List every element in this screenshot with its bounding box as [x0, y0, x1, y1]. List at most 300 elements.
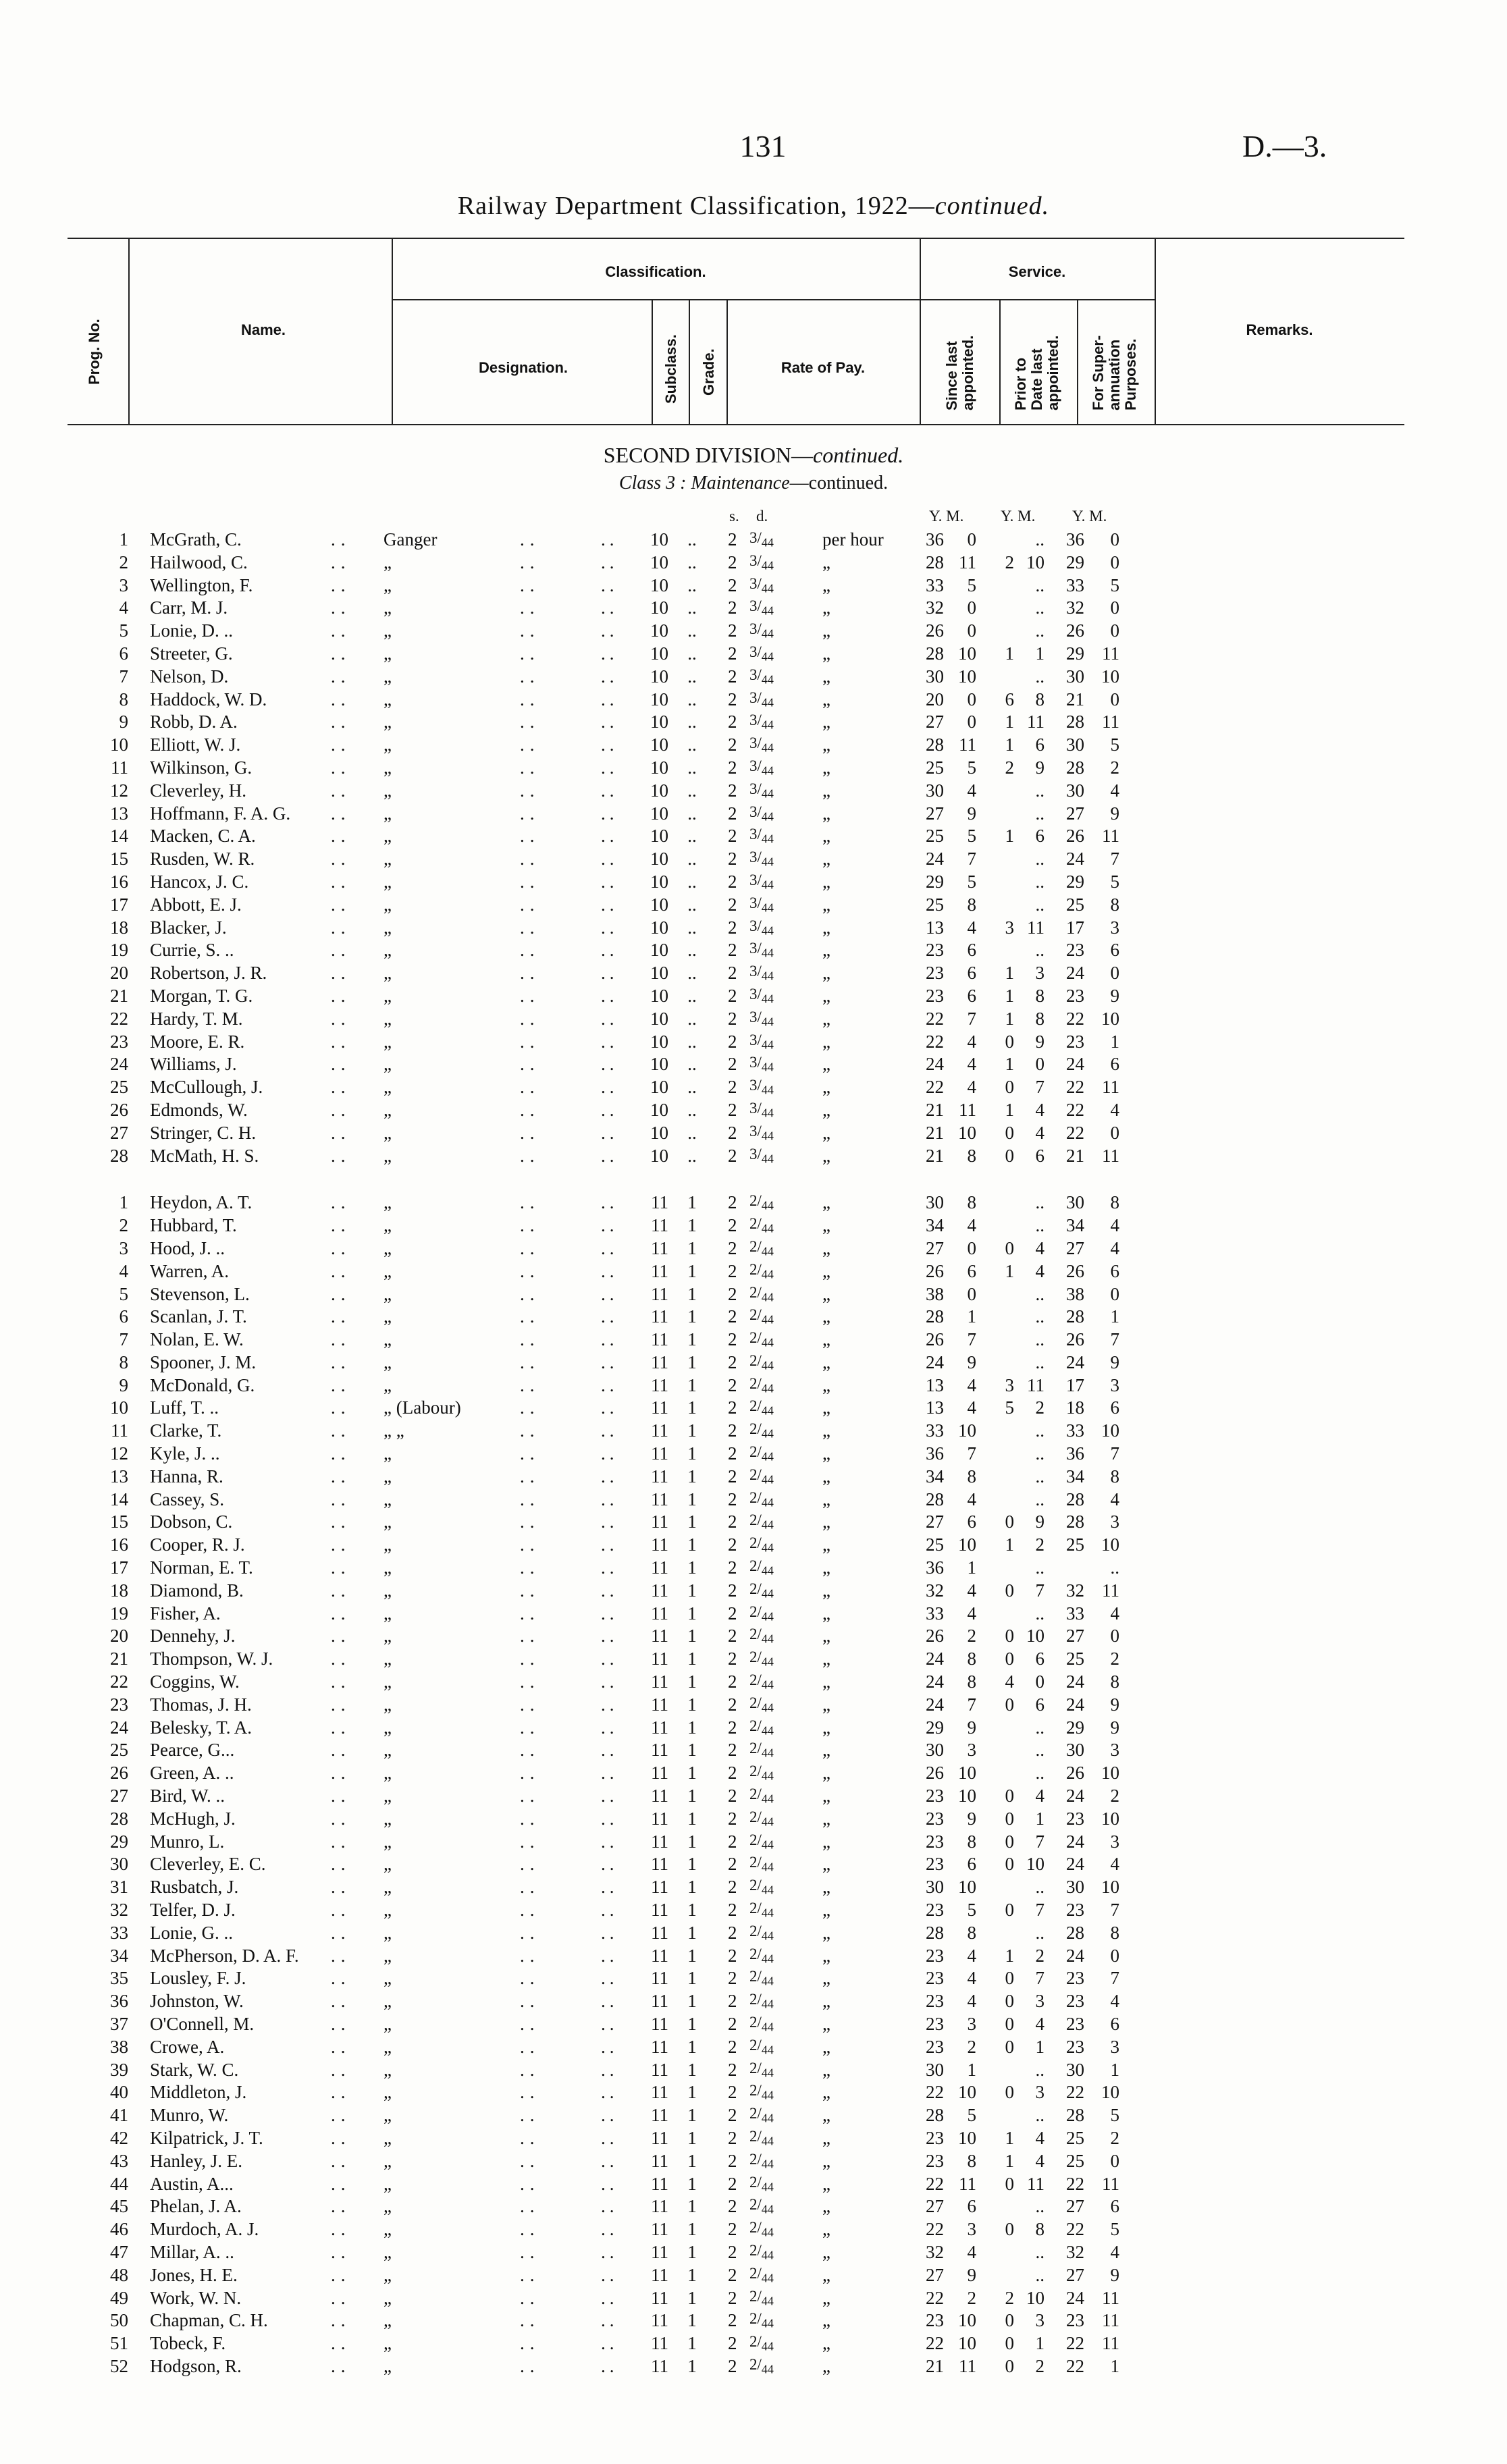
pence-denominator: 44 — [761, 1312, 774, 1327]
leader-dots: .. — [601, 1877, 618, 1898]
pence-denominator: 44 — [761, 1746, 774, 1761]
grade: .. — [687, 780, 697, 801]
pence-denominator: 44 — [761, 1655, 774, 1669]
prog-no: 4 — [119, 597, 128, 618]
grade: 1 — [687, 1808, 697, 1829]
rate-shillings: 2 — [728, 1671, 737, 1692]
leader-dots: .. — [601, 940, 618, 961]
prior-months: 3 — [1035, 963, 1045, 984]
designation: „ — [384, 2264, 392, 2285]
leader-dots: .. — [520, 2036, 540, 2057]
rate-shillings: 2 — [728, 1099, 737, 1120]
pence-numerator: 2 — [749, 1808, 758, 1825]
rate-period: „ — [822, 1283, 830, 1304]
prog-no: 27 — [110, 1122, 128, 1143]
employee-name: Robertson, J. R. — [150, 963, 267, 984]
rate-shillings: 2 — [728, 1580, 737, 1601]
table-row — [0, 984, 1507, 1007]
grade: .. — [687, 757, 697, 778]
since-months: 10 — [958, 1420, 976, 1441]
since-years: 36 — [926, 1557, 944, 1578]
prior-months: 9 — [1035, 1031, 1045, 1052]
header-classification: Classification. — [605, 263, 706, 280]
super-years: 23 — [1066, 2036, 1084, 2057]
leader-dots: .. — [520, 2105, 540, 2126]
pence-numerator: 2 — [749, 1603, 758, 1620]
leader-dots: .. — [601, 1306, 618, 1327]
rate-pence-fraction: $2/_{44}$ — [749, 1603, 774, 1624]
prog-no: 22 — [110, 1008, 128, 1029]
since-months: 10 — [958, 1786, 976, 1806]
rate-shillings: 2 — [728, 1145, 737, 1166]
leader-dots: .. — [601, 529, 618, 550]
leader-dots: .. — [520, 917, 540, 938]
designation: „ — [384, 1900, 392, 1921]
prior-months: .. — [1035, 529, 1045, 550]
super-months: 8 — [1110, 1922, 1119, 1943]
super-years: 24 — [1066, 1671, 1084, 1692]
subclass: 10 — [650, 826, 668, 847]
subclass: 11 — [651, 1260, 668, 1281]
super-years: 28 — [1066, 2105, 1084, 2126]
leader-dots: .. — [331, 1306, 351, 1327]
subclass: 10 — [650, 1145, 668, 1166]
leader-dots: .. — [601, 1329, 618, 1350]
since-years: 24 — [926, 849, 944, 869]
leader-dots: .. — [601, 689, 618, 709]
leader-dots: .. — [331, 574, 351, 595]
leader-dots: .. — [520, 1374, 540, 1395]
pence-denominator: 44 — [761, 1860, 774, 1875]
page-number: 131 — [739, 129, 787, 163]
employee-name: Hancox, J. C. — [150, 871, 249, 892]
table-row — [0, 1374, 1507, 1397]
rate-shillings: 2 — [728, 666, 737, 687]
grade: .. — [687, 1099, 697, 1120]
employee-name: Austin, A... — [150, 2173, 234, 2194]
pence-numerator: 2 — [749, 1192, 758, 1210]
table-row — [0, 1396, 1507, 1419]
prior-months: .. — [1035, 780, 1045, 801]
super-months: 10 — [1101, 1420, 1119, 1441]
prior-months: .. — [1035, 1283, 1045, 1304]
rate-shillings: 2 — [728, 734, 737, 755]
leader-dots: .. — [331, 2127, 351, 2148]
super-years: 27 — [1066, 803, 1084, 824]
subclass: 11 — [651, 2287, 668, 2308]
pence-denominator: 44 — [761, 1792, 774, 1806]
designation: „ — [384, 2355, 392, 2376]
rate-pence-fraction: $3/_{44}$ — [749, 963, 774, 983]
table-row — [0, 2286, 1507, 2309]
leader-dots: .. — [520, 1054, 540, 1075]
table-row — [0, 1761, 1507, 1784]
table-row — [0, 2172, 1507, 2195]
prog-no: 34 — [110, 1945, 128, 1966]
leader-dots: .. — [601, 2014, 618, 2034]
prior-months: 7 — [1035, 1831, 1045, 1852]
leader-dots: .. — [520, 597, 540, 618]
since-months: 0 — [967, 597, 976, 618]
prog-no: 1 — [119, 529, 128, 550]
pence-denominator: 44 — [761, 1700, 774, 1715]
rate-pence-fraction: $2/_{44}$ — [749, 2127, 774, 2148]
super-years: 23 — [1066, 1031, 1084, 1052]
pence-denominator: 44 — [761, 1083, 774, 1097]
since-months: 4 — [967, 1215, 976, 1236]
pence-denominator: 44 — [761, 649, 774, 664]
leader-dots: .. — [601, 803, 618, 824]
super-months: 1 — [1110, 1031, 1119, 1052]
leader-dots: .. — [520, 689, 540, 709]
employee-name: Lonie, D. .. — [150, 620, 233, 641]
since-months: 0 — [967, 620, 976, 641]
prior-months: 6 — [1035, 734, 1045, 755]
employee-name: Streeter, G. — [150, 643, 233, 664]
rate-shillings: 2 — [728, 1694, 737, 1715]
prior-months: .. — [1035, 1557, 1045, 1578]
prior-years: 1 — [1005, 1260, 1014, 1281]
rate-shillings: 2 — [728, 2241, 737, 2262]
rate-pence-fraction: $2/_{44}$ — [749, 2355, 774, 2376]
super-months: 3 — [1110, 917, 1119, 938]
grade: 1 — [687, 1649, 697, 1669]
leader-dots: .. — [331, 963, 351, 984]
rate-shillings: 2 — [728, 780, 737, 801]
since-months: 6 — [967, 940, 976, 961]
subclass: 11 — [651, 2241, 668, 2262]
pence-denominator: 44 — [761, 2180, 774, 2194]
leader-dots: .. — [331, 1945, 351, 1966]
super-years: 17 — [1066, 1374, 1084, 1395]
leader-dots: .. — [331, 1900, 351, 1921]
rate-period: „ — [822, 1466, 830, 1487]
prog-no: 44 — [110, 2173, 128, 2194]
prior-months: 10 — [1026, 1854, 1045, 1875]
leader-dots: .. — [331, 2355, 351, 2376]
leader-dots: .. — [331, 1808, 351, 1829]
prog-no: 3 — [119, 574, 128, 595]
rate-pence-fraction: $2/_{44}$ — [749, 2287, 774, 2308]
pence-denominator: 44 — [761, 2020, 774, 2034]
prog-no: 7 — [119, 1329, 128, 1350]
super-months: 3 — [1110, 1374, 1119, 1395]
leader-dots: .. — [520, 1786, 540, 1806]
pence-denominator: 44 — [761, 535, 774, 550]
leader-dots: .. — [520, 1626, 540, 1646]
pence-denominator: 44 — [761, 1015, 774, 1029]
since-months: 10 — [958, 1763, 976, 1784]
prior-years: 1 — [1005, 1945, 1014, 1966]
prior-months: 6 — [1035, 1694, 1045, 1715]
rate-shillings: 2 — [728, 940, 737, 961]
super-years: 26 — [1066, 1763, 1084, 1784]
grade: 1 — [687, 1374, 697, 1395]
employee-name: McHugh, J. — [150, 1808, 236, 1829]
prior-months: 10 — [1026, 1626, 1045, 1646]
prior-years: 1 — [1005, 985, 1014, 1006]
since-years: 23 — [926, 1991, 944, 2012]
prior-years: 0 — [1005, 2355, 1014, 2376]
rate-period: „ — [822, 1580, 830, 1601]
prior-months: 11 — [1027, 712, 1045, 732]
super-years: 24 — [1066, 1351, 1084, 1372]
designation: „ (Labour) — [384, 1397, 461, 1418]
header-remarks: Remarks. — [1246, 321, 1313, 338]
rate-shillings: 2 — [728, 1192, 737, 1213]
prior-months: .. — [1035, 1466, 1045, 1487]
since-months: 10 — [958, 2310, 976, 2331]
employee-name: Tobeck, F. — [150, 2333, 226, 2354]
since-months: 0 — [967, 529, 976, 550]
prog-no: 24 — [110, 1717, 128, 1738]
prior-months: .. — [1035, 2105, 1045, 2126]
prior-years: 0 — [1005, 1122, 1014, 1143]
designation: „ — [384, 849, 392, 869]
pence-numerator: 2 — [749, 1991, 758, 2008]
designation: „ — [384, 1763, 392, 1784]
table-row — [0, 1191, 1507, 1214]
subclass: 11 — [651, 1786, 668, 1806]
rate-pence-fraction: $2/_{44}$ — [749, 1649, 774, 1669]
pence-denominator: 44 — [761, 2088, 774, 2102]
rate-period: „ — [822, 1397, 830, 1418]
employee-name: Cooper, R. J. — [150, 1534, 245, 1555]
rate-shillings: 2 — [728, 1489, 737, 1509]
employee-name: Heydon, A. T. — [150, 1192, 253, 1213]
pence-denominator: 44 — [761, 1472, 774, 1487]
super-months: 8 — [1110, 1192, 1119, 1213]
prior-years: 0 — [1005, 2310, 1014, 2331]
super-months: 3 — [1110, 1831, 1119, 1852]
leader-dots: .. — [601, 2333, 618, 2354]
pence-denominator: 44 — [761, 1975, 774, 1988]
rate-shillings: 2 — [728, 1603, 737, 1624]
rate-period: „ — [822, 1900, 830, 1921]
unit-pence: d. — [756, 508, 768, 525]
prog-no: 19 — [110, 1603, 128, 1624]
rate-shillings: 2 — [728, 1215, 737, 1236]
pence-denominator: 44 — [761, 2225, 774, 2239]
rate-period: „ — [822, 2014, 830, 2034]
super-years: 33 — [1066, 1420, 1084, 1441]
rate-period: „ — [822, 620, 830, 641]
super-years: 30 — [1066, 734, 1084, 755]
designation: „ „ — [384, 1420, 404, 1441]
prog-no: 36 — [110, 1991, 128, 2012]
table-row — [0, 528, 1507, 551]
pence-numerator: 3 — [749, 552, 758, 569]
since-years: 27 — [926, 1511, 944, 1532]
leader-dots: .. — [520, 1511, 540, 1532]
prog-no: 2 — [119, 552, 128, 572]
since-months: 8 — [967, 1466, 976, 1487]
leader-dots: .. — [520, 1991, 540, 2012]
table-row — [0, 1944, 1507, 1967]
super-years: 23 — [1066, 1991, 1084, 2012]
leader-dots: .. — [601, 1351, 618, 1372]
leader-dots: .. — [601, 1671, 618, 1692]
since-years: 36 — [926, 529, 944, 550]
rate-shillings: 2 — [728, 2150, 737, 2171]
table-row — [0, 710, 1507, 733]
rate-shillings: 2 — [728, 1031, 737, 1052]
super-years: 28 — [1066, 757, 1084, 778]
leader-dots: .. — [520, 1237, 540, 1258]
subclass: 10 — [650, 871, 668, 892]
super-months: 8 — [1110, 1466, 1119, 1487]
super-years: 23 — [1066, 985, 1084, 1006]
super-years: 25 — [1066, 894, 1084, 915]
rate-shillings: 2 — [728, 1877, 737, 1898]
leader-dots: .. — [601, 1215, 618, 1236]
leader-dots: .. — [520, 1854, 540, 1875]
pence-denominator: 44 — [761, 741, 774, 755]
table-row — [0, 642, 1507, 665]
table-row — [0, 1966, 1507, 1989]
since-years: 22 — [926, 2173, 944, 2194]
table-row — [0, 1510, 1507, 1533]
rate-shillings: 2 — [728, 1922, 737, 1943]
designation: „ — [384, 1740, 392, 1761]
subclass: 11 — [651, 1763, 668, 1784]
prior-months: 6 — [1035, 1145, 1045, 1166]
super-months: 0 — [1110, 1626, 1119, 1646]
table-row — [0, 756, 1507, 779]
prior-years: 0 — [1005, 2173, 1014, 2194]
since-years: 25 — [926, 826, 944, 847]
prior-months: 2 — [1035, 1945, 1045, 1966]
since-months: 8 — [967, 1922, 976, 1943]
since-years: 26 — [926, 1329, 944, 1350]
rate-pence-fraction: $2/_{44}$ — [749, 1808, 774, 1829]
rate-shillings: 2 — [728, 2219, 737, 2240]
super-months: 4 — [1110, 1237, 1119, 1258]
pence-numerator: 3 — [749, 1054, 758, 1071]
employee-name: Blacker, J. — [150, 917, 227, 938]
rate-pence-fraction: $2/_{44}$ — [749, 1854, 774, 1875]
leader-dots: .. — [520, 1694, 540, 1715]
subclass: 11 — [651, 2059, 668, 2080]
pence-numerator: 2 — [749, 2355, 758, 2373]
since-months: 4 — [967, 917, 976, 938]
employee-name: Chapman, C. H. — [150, 2310, 268, 2331]
leader-dots: .. — [331, 1122, 351, 1143]
rate-shillings: 2 — [728, 1511, 737, 1532]
since-years: 23 — [926, 2036, 944, 2057]
rate-period: „ — [822, 1740, 830, 1761]
leader-dots: .. — [601, 1740, 618, 1761]
super-months: 7 — [1110, 1968, 1119, 1989]
prior-years: 1 — [1005, 712, 1014, 732]
prior-months: 4 — [1035, 1122, 1045, 1143]
leader-dots: .. — [520, 1763, 540, 1784]
pence-numerator: 2 — [749, 1443, 758, 1461]
class-label: Class 3 : — [618, 473, 687, 493]
pence-denominator: 44 — [761, 1586, 774, 1601]
since-months: 4 — [967, 780, 976, 801]
prior-years: 3 — [1005, 1374, 1014, 1395]
leader-dots: .. — [601, 1580, 618, 1601]
subclass: 10 — [650, 597, 668, 618]
prior-years: 0 — [1005, 1077, 1014, 1098]
employee-name: Coggins, W. — [150, 1671, 240, 1692]
designation: „ — [384, 1008, 392, 1029]
subclass: 10 — [650, 689, 668, 709]
prog-no: 46 — [110, 2219, 128, 2240]
grade: 1 — [687, 1443, 697, 1464]
prior-months: 7 — [1035, 1580, 1045, 1601]
pence-numerator: 2 — [749, 1831, 758, 1848]
prior-years: 1 — [1005, 734, 1014, 755]
rate-shillings: 2 — [728, 529, 737, 550]
grade: 1 — [687, 1740, 697, 1761]
classification-service-rule — [392, 299, 1155, 300]
since-months: 4 — [967, 1991, 976, 2012]
since-months: 7 — [967, 1008, 976, 1029]
rate-period: „ — [822, 712, 830, 732]
since-months: 4 — [967, 1968, 976, 1989]
table-row — [0, 1260, 1507, 1283]
employee-name: Dennehy, J. — [150, 1626, 236, 1646]
class-title — [0, 473, 1507, 494]
pence-numerator: 2 — [749, 1786, 758, 1803]
rate-shillings: 2 — [728, 2310, 737, 2331]
pence-denominator: 44 — [761, 2111, 774, 2125]
designation: „ — [384, 2036, 392, 2057]
employee-name: Currie, S. .. — [150, 940, 234, 961]
super-months: 9 — [1110, 1351, 1119, 1372]
rate-pence-fraction: $2/_{44}$ — [749, 1260, 774, 1281]
prog-no: 11 — [111, 757, 128, 778]
subclass: 11 — [651, 1557, 668, 1578]
leader-dots: .. — [601, 1763, 618, 1784]
pence-denominator: 44 — [761, 1152, 774, 1166]
pence-denominator: 44 — [761, 1563, 774, 1578]
pence-numerator: 2 — [749, 2287, 758, 2305]
leader-dots: .. — [520, 2150, 540, 2171]
grade: 1 — [687, 1283, 697, 1304]
since-years: 28 — [926, 643, 944, 664]
since-years: 20 — [926, 689, 944, 709]
table-row — [0, 2355, 1507, 2378]
rate-period: „ — [822, 2333, 830, 2354]
designation: „ — [384, 1099, 392, 1120]
since-years: 22 — [926, 1008, 944, 1029]
leader-dots: .. — [331, 1329, 351, 1350]
rate-pence-fraction: $2/_{44}$ — [749, 1900, 774, 1920]
super-years: 17 — [1066, 917, 1084, 938]
grade: 1 — [687, 2241, 697, 2262]
grade: .. — [687, 1077, 697, 1098]
leader-dots: .. — [601, 894, 618, 915]
table-row — [0, 1305, 1507, 1328]
rate-shillings: 2 — [728, 1854, 737, 1875]
employee-name: Kilpatrick, J. T. — [150, 2127, 263, 2148]
leader-dots: .. — [520, 1945, 540, 1966]
pence-numerator: 2 — [749, 1763, 758, 1780]
table-row — [0, 1465, 1507, 1488]
leader-dots: .. — [601, 2059, 618, 2080]
employee-name: Belesky, T. A. — [150, 1717, 252, 1738]
super-months: 11 — [1102, 2287, 1119, 2308]
leader-dots: .. — [331, 1054, 351, 1075]
prog-no: 40 — [110, 2082, 128, 2103]
leader-dots: .. — [331, 552, 351, 572]
prior-months: .. — [1035, 1740, 1045, 1761]
prior-months: 3 — [1035, 1991, 1045, 2012]
leader-dots: .. — [520, 2173, 540, 2194]
